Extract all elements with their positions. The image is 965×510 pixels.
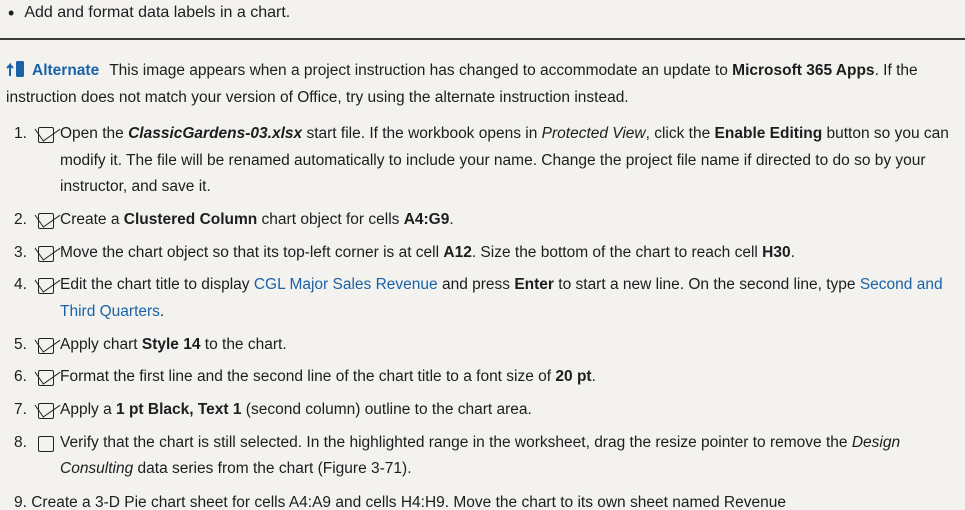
- step-number: 4.: [14, 276, 27, 294]
- step-number: 5.: [14, 335, 27, 353]
- checkbox-checked-icon[interactable]: [38, 370, 54, 386]
- step-text: Apply chart Style 14 to the chart.: [60, 335, 287, 353]
- alternate-text-b: Microsoft 365 Apps: [732, 62, 875, 79]
- step-number: 6.: [14, 368, 27, 386]
- step-text: Edit the chart title to display CGL Major Sales Revenue and press Enter to start a new line. On the second line, type Second and Third Quarters.: [60, 276, 943, 320]
- step-2: [14, 207, 949, 234]
- divider: [0, 38, 965, 40]
- checkbox-checked-icon[interactable]: [38, 278, 54, 294]
- bullet-dot: •: [8, 3, 15, 23]
- step-number: 1.: [14, 125, 27, 142]
- step-8: [14, 430, 949, 483]
- step-text: Verify that the chart is still selected. In the highlighted range in the worksheet, drag the resize pointer to remove the Design Consulting data series from the chart (Figure 3-71).: [60, 433, 901, 478]
- alternate-label: Alternate: [32, 62, 100, 79]
- step-1: [14, 121, 949, 201]
- steps-list: [14, 121, 949, 489]
- step-number: 3.: [14, 243, 27, 261]
- step-6: [14, 364, 949, 391]
- step-text: Open the ClassicGardens-03.xlsx start file. If the workbook opens in Protected View, click the Enable Editing button so you can modify it. The file will be renamed automatically to include your name. Change the project file name if directed to do so by your instructor, and save it.: [60, 125, 949, 196]
- alternate-arrows-icon: [6, 60, 26, 78]
- step-text: Move the chart object so that its top-left corner is at cell A12. Size the bottom of the chart to reach cell H30.: [60, 243, 795, 261]
- step-number: 8.: [14, 433, 27, 451]
- step-number: 2.: [14, 210, 27, 228]
- checkbox-checked-icon[interactable]: [38, 403, 54, 419]
- step-5: [14, 332, 949, 359]
- checkbox-checked-icon[interactable]: [38, 127, 54, 143]
- step-text: Format the first line and the second line of the chart title to a font size of 20 pt.: [60, 368, 596, 386]
- objective-text: Add and format data labels in a chart.: [24, 4, 291, 21]
- checkbox-checked-icon[interactable]: [38, 213, 54, 229]
- step-text: Create a Clustered Column chart object for cells A4:G9.: [60, 210, 454, 228]
- objective-bullet: [8, 4, 290, 22]
- alternate-text-a: This image appears when a project instruction has changed to accommodate an update to: [109, 62, 728, 79]
- checkbox-checked-icon[interactable]: [38, 246, 54, 262]
- checkbox-checked-icon[interactable]: [38, 338, 54, 354]
- checkbox-empty-icon[interactable]: [38, 436, 54, 452]
- alternate-text-c: . If the instruction does not match your version of Office, try using the alternate instruction instead.: [6, 62, 918, 107]
- alternate-note: [6, 57, 946, 111]
- step-number: 7.: [14, 400, 27, 418]
- step-9-cutoff: 9. Create a 3-D Pie chart sheet for cells A4:A9 and cells H4:H9. Move the chart to its own sheet named Revenue: [14, 494, 786, 510]
- step-text: Apply a 1 pt Black, Text 1 (second column) outline to the chart area.: [60, 400, 532, 418]
- step-3: [14, 240, 949, 267]
- step-7: [14, 397, 949, 424]
- step-4: [14, 272, 949, 325]
